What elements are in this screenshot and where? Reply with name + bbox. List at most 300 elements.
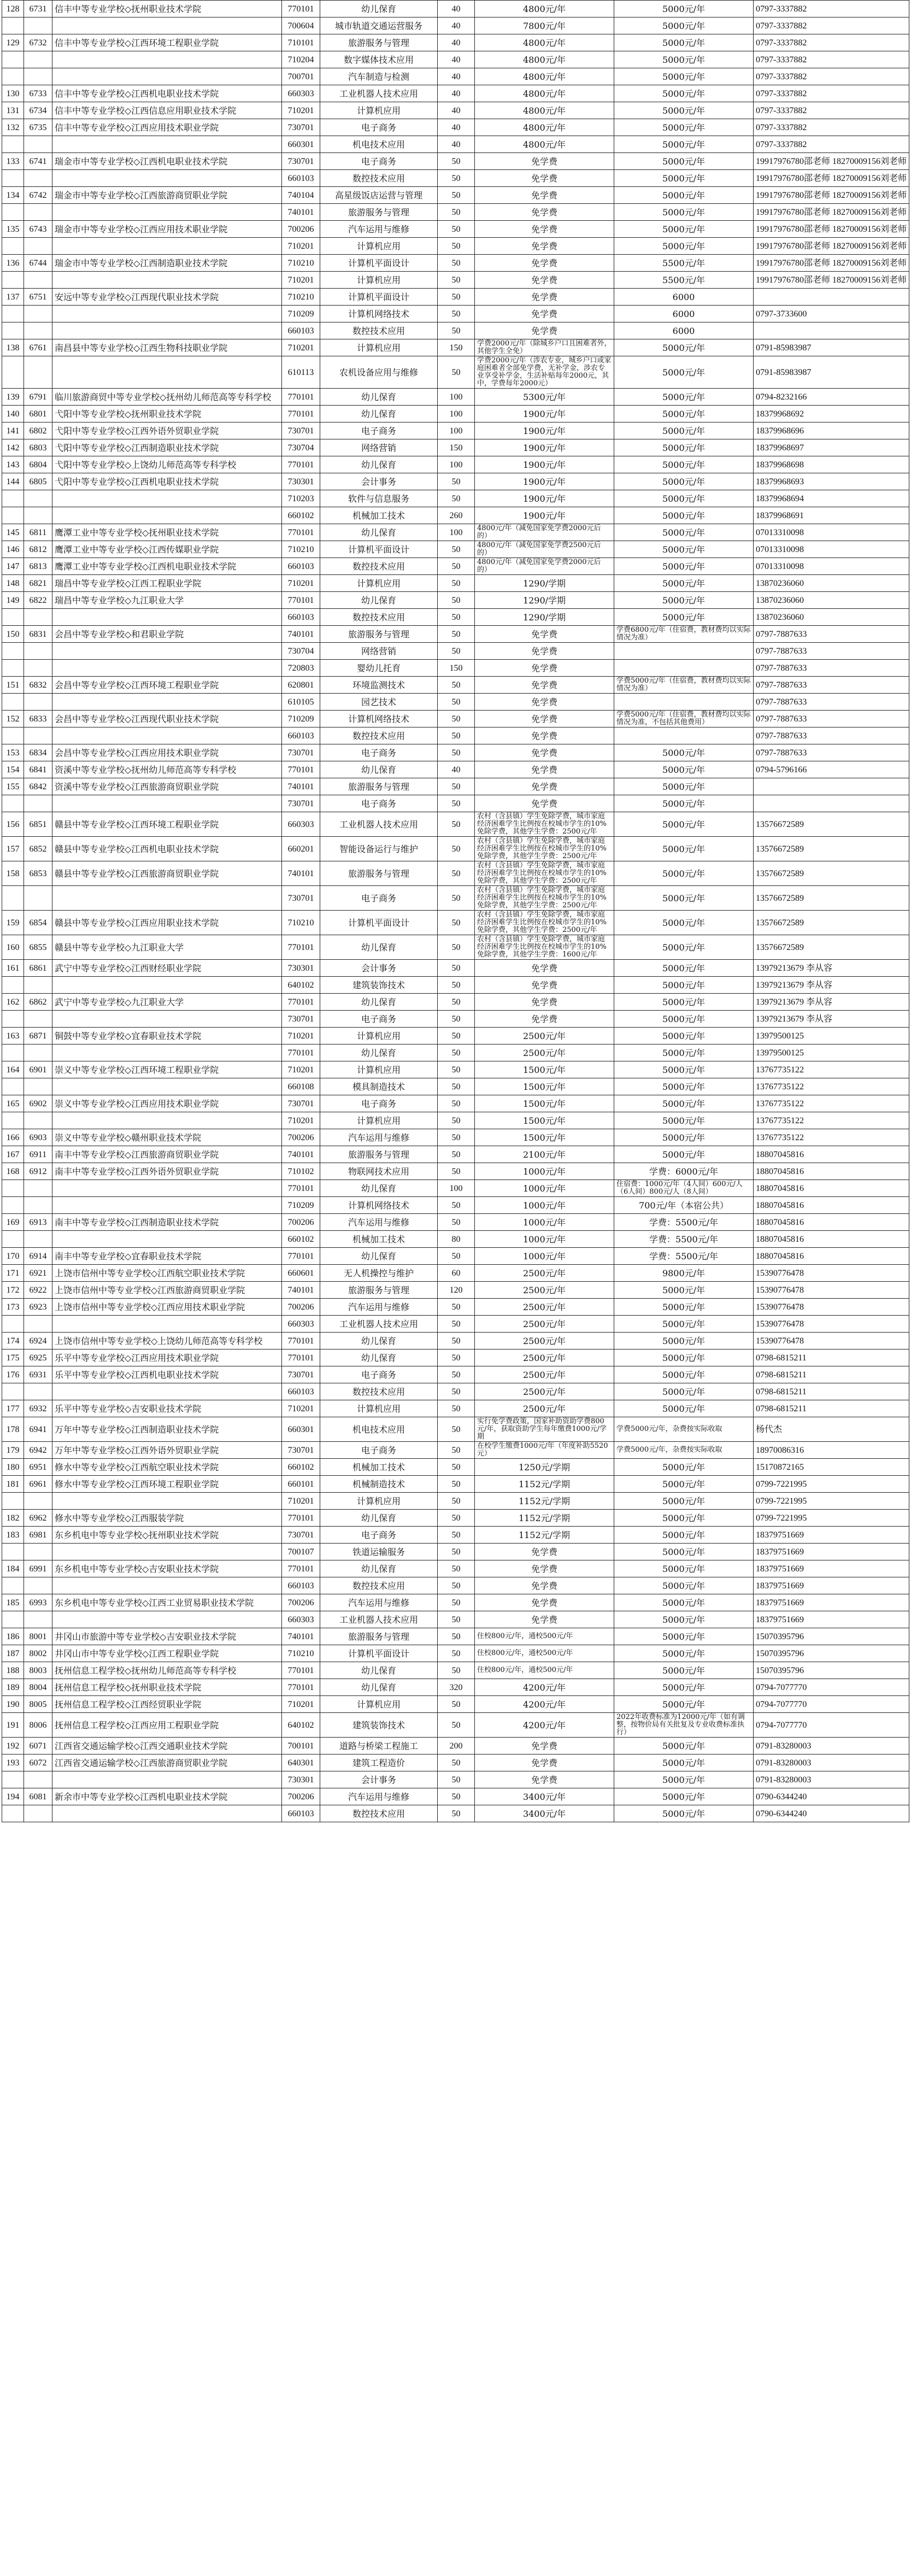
plan-count-cell: 50 [438, 1611, 475, 1628]
school-code-cell [24, 1011, 52, 1028]
phone-cell: 19917976780邵老师 18270009156刘老师 [754, 238, 909, 255]
school-code-cell: 6811 [24, 524, 52, 541]
serial-cell: 140 [2, 406, 24, 423]
tuition-cell: 2500元/年 [475, 1400, 614, 1417]
table-row [2, 102, 909, 119]
serial-cell: 134 [2, 187, 24, 204]
school-name-cell: 弋阳中等专业学校◇上饶幼儿师范高等专科学校 [52, 456, 282, 473]
tuition-cell: 1500元/年 [475, 1061, 614, 1078]
phone-cell: 13767735122 [754, 1112, 909, 1129]
phone-cell: 13870236060 [754, 592, 909, 609]
major-code-cell: 700206 [282, 221, 320, 238]
dorm-fee-cell: 5000元/年 [614, 1476, 754, 1493]
phone-cell: 0797-3337882 [754, 51, 909, 68]
plan-count-cell: 50 [438, 1028, 475, 1045]
major-name-cell: 电子商务 [320, 1011, 438, 1028]
major-name-cell: 电子商务 [320, 795, 438, 812]
dorm-fee-cell: 5000元/年 [614, 1146, 754, 1163]
school-name-cell [52, 1805, 282, 1822]
school-code-cell [24, 1771, 52, 1788]
major-code-cell: 700701 [282, 68, 320, 85]
table-row [2, 1095, 909, 1112]
serial-cell [2, 322, 24, 339]
major-name-cell: 电子商务 [320, 153, 438, 170]
school-name-cell: 会昌中等专业学校◇江西环境工程职业学院 [52, 677, 282, 694]
major-name-cell: 幼儿保育 [320, 1560, 438, 1577]
phone-cell: 19917976780邵老师 18270009156刘老师 [754, 255, 909, 272]
dorm-fee-cell: 5000元/年 [614, 238, 754, 255]
school-name-cell: 南丰中等专业学校◇宜春职业技术学院 [52, 1248, 282, 1265]
major-code-cell: 660303 [282, 812, 320, 837]
major-code-cell: 610113 [282, 356, 320, 389]
major-name-cell: 旅游服务与管理 [320, 204, 438, 221]
table-row [2, 609, 909, 626]
school-code-cell [24, 1180, 52, 1197]
serial-cell [2, 727, 24, 744]
serial-cell: 188 [2, 1662, 24, 1679]
plan-count-cell: 50 [438, 473, 475, 490]
major-code-cell: 660102 [282, 507, 320, 524]
serial-cell: 157 [2, 837, 24, 861]
major-name-cell: 机械加工技术 [320, 1459, 438, 1476]
plan-count-cell: 50 [438, 1771, 475, 1788]
school-name-cell: 上饶市信州中等专业学校◇上饶幼儿师范高等专科学校 [52, 1333, 282, 1349]
serial-cell [2, 886, 24, 911]
major-name-cell: 幼儿保育 [320, 761, 438, 778]
school-code-cell: 6942 [24, 1442, 52, 1459]
phone-cell: 杨代杰 [754, 1417, 909, 1442]
table-row [2, 886, 909, 911]
tuition-cell: 免学费 [475, 1560, 614, 1577]
table-row [2, 119, 909, 136]
plan-count-cell: 100 [438, 406, 475, 423]
phone-cell: 0797-3337882 [754, 1, 909, 17]
school-code-cell [24, 795, 52, 812]
major-name-cell: 机械制造技术 [320, 1476, 438, 1493]
serial-cell: 153 [2, 744, 24, 761]
tuition-cell: 1900元/年 [475, 439, 614, 456]
major-code-cell: 770101 [282, 1349, 320, 1366]
major-code-cell: 740101 [282, 204, 320, 221]
dorm-fee-cell: 5000元/年 [614, 51, 754, 68]
phone-cell: 18807045816 [754, 1231, 909, 1248]
serial-cell: 135 [2, 221, 24, 238]
plan-count-cell: 50 [438, 356, 475, 389]
serial-cell: 165 [2, 1095, 24, 1112]
school-code-cell: 6871 [24, 1028, 52, 1045]
serial-cell [2, 1544, 24, 1560]
dorm-fee-cell: 5000元/年 [614, 837, 754, 861]
major-name-cell: 软件与信息服务 [320, 490, 438, 507]
phone-cell: 0797-3337882 [754, 68, 909, 85]
major-name-cell: 计算机平面设计 [320, 289, 438, 306]
school-name-cell: 瑞金市中等专业学校◇江西应用技术职业学院 [52, 221, 282, 238]
major-code-cell: 730704 [282, 643, 320, 660]
school-code-cell: 8003 [24, 1662, 52, 1679]
dorm-fee-cell: 5000元/年 [614, 1696, 754, 1713]
major-code-cell: 710201 [282, 272, 320, 289]
major-code-cell: 730701 [282, 1011, 320, 1028]
school-code-cell: 6801 [24, 406, 52, 423]
table-row [2, 1755, 909, 1771]
plan-count-cell: 50 [438, 1011, 475, 1028]
dorm-fee-cell [614, 643, 754, 660]
major-name-cell: 电子商务 [320, 1095, 438, 1112]
table-row [2, 153, 909, 170]
tuition-cell: 学费2000元/年（涉农专业，城乡户口或家庭困难者全部免学费，无补学金，涉农专业享受补学金，生活补贴每年2000元，其中，学费每年2000元） [475, 356, 614, 389]
dorm-fee-cell: 5000元/年 [614, 102, 754, 119]
phone-cell: 13979500125 [754, 1028, 909, 1045]
school-name-cell: 资溪中等专业学校◇江西旅游商贸职业学院 [52, 778, 282, 795]
table-row [2, 861, 909, 886]
tuition-cell: 免学费 [475, 238, 614, 255]
table-row [2, 51, 909, 68]
dorm-fee-cell: 5000元/年 [614, 1011, 754, 1028]
plan-count-cell: 40 [438, 85, 475, 102]
major-code-cell: 770101 [282, 1510, 320, 1527]
phone-cell: 15390776478 [754, 1299, 909, 1316]
plan-count-cell: 50 [438, 1316, 475, 1333]
serial-cell: 184 [2, 1560, 24, 1577]
school-name-cell: 赣县中等专业学校◇江西应用职业技术学院 [52, 911, 282, 935]
major-code-cell: 730701 [282, 423, 320, 439]
dorm-fee-cell: 5000元/年 [614, 795, 754, 812]
plan-count-cell: 50 [438, 609, 475, 626]
plan-count-cell: 150 [438, 660, 475, 677]
major-code-cell: 770101 [282, 761, 320, 778]
dorm-fee-cell: 5000元/年 [614, 1333, 754, 1349]
phone-cell: 13979500125 [754, 1045, 909, 1061]
table-row [2, 1611, 909, 1628]
admission-plan-table [2, 0, 909, 1822]
school-code-cell: 6072 [24, 1755, 52, 1771]
plan-count-cell: 50 [438, 187, 475, 204]
serial-cell: 156 [2, 812, 24, 837]
serial-cell: 133 [2, 153, 24, 170]
tuition-cell: 免学费 [475, 1594, 614, 1611]
school-code-cell: 8005 [24, 1696, 52, 1713]
major-code-cell: 660103 [282, 727, 320, 744]
tuition-cell: 免学费 [475, 272, 614, 289]
plan-count-cell: 80 [438, 1231, 475, 1248]
serial-cell [2, 1078, 24, 1095]
school-code-cell: 6744 [24, 255, 52, 272]
major-name-cell: 建筑装饰技术 [320, 1713, 438, 1738]
tuition-cell: 4800元/年 [475, 85, 614, 102]
school-name-cell: 信丰中等专业学校◇抚州职业技术学院 [52, 1, 282, 17]
dorm-fee-cell: 5000元/年 [614, 423, 754, 439]
table-row [2, 977, 909, 994]
plan-count-cell: 50 [438, 1061, 475, 1078]
school-name-cell [52, 306, 282, 322]
serial-cell: 182 [2, 1510, 24, 1527]
school-code-cell: 6731 [24, 1, 52, 17]
major-code-cell: 740101 [282, 1628, 320, 1645]
serial-cell: 148 [2, 575, 24, 592]
phone-cell: 0797-3337882 [754, 102, 909, 119]
major-name-cell: 会计事务 [320, 1771, 438, 1788]
plan-count-cell: 50 [438, 1696, 475, 1713]
phone-cell: 18379751669 [754, 1611, 909, 1628]
phone-cell: 19917976780邵老师 18270009156刘老师 [754, 221, 909, 238]
school-name-cell: 东乡机电中等专业学校◇吉安职业技术学院 [52, 1560, 282, 1577]
tuition-cell: 4800元/年 [475, 119, 614, 136]
table-row [2, 136, 909, 153]
school-name-cell [52, 170, 282, 187]
phone-cell: 13979213679 李从容 [754, 994, 909, 1011]
plan-count-cell: 50 [438, 153, 475, 170]
major-code-cell: 660103 [282, 609, 320, 626]
major-name-cell: 会计事务 [320, 960, 438, 977]
school-name-cell [52, 1577, 282, 1594]
table-row [2, 1788, 909, 1805]
table-row [2, 1738, 909, 1755]
tuition-cell: 2500元/年 [475, 1045, 614, 1061]
plan-count-cell: 50 [438, 289, 475, 306]
major-name-cell: 幼儿保育 [320, 935, 438, 960]
major-name-cell: 计算机应用 [320, 1493, 438, 1510]
table-row [2, 272, 909, 289]
school-name-cell: 信丰中等专业学校◇江西机电职业技术学院 [52, 85, 282, 102]
dorm-fee-cell: 5000元/年 [614, 1679, 754, 1696]
school-code-cell: 6901 [24, 1061, 52, 1078]
plan-count-cell: 40 [438, 51, 475, 68]
school-name-cell: 修水中等专业学校◇江西环境工程职业学院 [52, 1476, 282, 1493]
school-name-cell: 乐平中等专业学校◇江西应用技术职业学院 [52, 1349, 282, 1366]
school-name-cell [52, 1180, 282, 1197]
tuition-cell: 农村（含县镇）学生免除学费，城市家庭经济困难学生比例按在校城市学生的10%免除学费，其他学生学费：2500元/年 [475, 812, 614, 837]
phone-cell: 19917976780邵老师 18270009156刘老师 [754, 187, 909, 204]
school-name-cell: 弋阳中等专业学校◇江西外语外贸职业学院 [52, 423, 282, 439]
school-name-cell [52, 1078, 282, 1095]
table-row [2, 1282, 909, 1299]
major-code-cell: 710201 [282, 1696, 320, 1713]
school-name-cell: 抚州信息工程学校◇江西应用工程职业学院 [52, 1713, 282, 1738]
table-row [2, 812, 909, 837]
major-name-cell: 旅游服务与管理 [320, 626, 438, 643]
major-name-cell: 计算机网络技术 [320, 1197, 438, 1214]
major-name-cell: 计算机应用 [320, 1112, 438, 1129]
tuition-cell: 1900元/年 [475, 423, 614, 439]
school-code-cell: 6861 [24, 960, 52, 977]
serial-cell: 174 [2, 1333, 24, 1349]
major-name-cell: 计算机应用 [320, 575, 438, 592]
school-name-cell: 上饶市信州中等专业学校◇江西旅游商贸职业学院 [52, 1282, 282, 1299]
table-row [2, 694, 909, 711]
plan-count-cell: 50 [438, 1129, 475, 1146]
phone-cell: 0797-7887633 [754, 694, 909, 711]
table-row [2, 1214, 909, 1231]
tuition-cell: 7800元/年 [475, 17, 614, 34]
plan-count-cell: 50 [438, 1078, 475, 1095]
serial-cell: 137 [2, 289, 24, 306]
dorm-fee-cell: 5000元/年 [614, 119, 754, 136]
phone-cell: 0790-6344240 [754, 1805, 909, 1822]
school-code-cell [24, 1045, 52, 1061]
plan-count-cell: 50 [438, 1510, 475, 1527]
dorm-fee-cell [614, 694, 754, 711]
tuition-cell: 1250元/学期 [475, 1459, 614, 1476]
plan-count-cell: 50 [438, 1645, 475, 1662]
serial-cell [2, 1577, 24, 1594]
school-code-cell: 6821 [24, 575, 52, 592]
dorm-fee-cell: 5000元/年 [614, 473, 754, 490]
tuition-cell: 1500元/年 [475, 1078, 614, 1095]
serial-cell: 155 [2, 778, 24, 795]
serial-cell: 194 [2, 1788, 24, 1805]
tuition-cell: 2500元/年 [475, 1383, 614, 1400]
plan-count-cell: 50 [438, 812, 475, 837]
tuition-cell: 免学费 [475, 187, 614, 204]
school-name-cell: 鹰潭工业中等专业学校◇江西机电职业技术学院 [52, 558, 282, 575]
dorm-fee-cell: 5000元/年 [614, 744, 754, 761]
table-row [2, 1662, 909, 1679]
major-code-cell: 660301 [282, 1417, 320, 1442]
major-name-cell: 数控技术应用 [320, 170, 438, 187]
table-row [2, 524, 909, 541]
school-name-cell: 鹰潭工业中等专业学校◇江西传媒职业学院 [52, 541, 282, 558]
plan-count-cell: 100 [438, 524, 475, 541]
plan-count-cell: 50 [438, 1442, 475, 1459]
school-name-cell: 瑞金市中等专业学校◇江西制造职业技术学院 [52, 255, 282, 272]
school-name-cell: 铜鼓中等专业学校◇宜春职业技术学院 [52, 1028, 282, 1045]
table-row [2, 85, 909, 102]
plan-count-cell: 150 [438, 439, 475, 456]
table-row [2, 727, 909, 744]
school-code-cell [24, 1805, 52, 1822]
serial-cell: 143 [2, 456, 24, 473]
major-name-cell: 幼儿保育 [320, 1248, 438, 1265]
major-name-cell: 电子商务 [320, 423, 438, 439]
dorm-fee-cell: 5000元/年 [614, 1400, 754, 1417]
school-code-cell [24, 306, 52, 322]
table-row [2, 1679, 909, 1696]
major-code-cell: 640102 [282, 977, 320, 994]
school-code-cell: 6991 [24, 1560, 52, 1577]
dorm-fee-cell: 5000元/年 [614, 153, 754, 170]
table-row [2, 626, 909, 643]
major-code-cell: 660303 [282, 1611, 320, 1628]
tuition-cell: 3400元/年 [475, 1788, 614, 1805]
school-code-cell [24, 490, 52, 507]
school-code-cell: 8006 [24, 1713, 52, 1738]
school-code-cell [24, 609, 52, 626]
table-row [2, 1316, 909, 1333]
major-name-cell: 计算机应用 [320, 272, 438, 289]
school-name-cell: 崇义中等专业学校◇江西应用技术职业学院 [52, 1095, 282, 1112]
school-name-cell [52, 977, 282, 994]
dorm-fee-cell: 5000元/年 [614, 406, 754, 423]
table-row [2, 575, 909, 592]
phone-cell: 0794-7077770 [754, 1696, 909, 1713]
serial-cell [2, 694, 24, 711]
plan-count-cell: 60 [438, 1265, 475, 1282]
major-name-cell: 计算机应用 [320, 102, 438, 119]
major-name-cell: 机电技术应用 [320, 136, 438, 153]
tuition-cell: 免学费 [475, 744, 614, 761]
major-name-cell: 计算机平面设计 [320, 1645, 438, 1662]
plan-count-cell: 50 [438, 1577, 475, 1594]
major-name-cell: 高星级饭店运营与管理 [320, 187, 438, 204]
major-name-cell: 计算机应用 [320, 1696, 438, 1713]
plan-count-cell: 100 [438, 456, 475, 473]
major-name-cell: 建筑工程造价 [320, 1755, 438, 1771]
serial-cell: 145 [2, 524, 24, 541]
serial-cell: 130 [2, 85, 24, 102]
school-name-cell: 乐平中等专业学校◇吉安职业技术学院 [52, 1400, 282, 1417]
major-name-cell: 数控技术应用 [320, 609, 438, 626]
major-code-cell: 660103 [282, 1805, 320, 1822]
major-code-cell: 740101 [282, 778, 320, 795]
tuition-cell: 1290/学期 [475, 575, 614, 592]
school-code-cell: 6812 [24, 541, 52, 558]
dorm-fee-cell: 700元/年（本宿公共） [614, 1197, 754, 1214]
school-code-cell: 6743 [24, 221, 52, 238]
major-code-cell: 700101 [282, 1738, 320, 1755]
school-name-cell [52, 490, 282, 507]
serial-cell [2, 272, 24, 289]
phone-cell: 13767735122 [754, 1061, 909, 1078]
phone-cell: 18379968698 [754, 456, 909, 473]
tuition-cell: 1900元/年 [475, 456, 614, 473]
major-code-cell: 710101 [282, 34, 320, 51]
school-code-cell: 6832 [24, 677, 52, 694]
table-row [2, 1577, 909, 1594]
dorm-fee-cell: 5000元/年 [614, 778, 754, 795]
plan-count-cell: 50 [438, 886, 475, 911]
serial-cell: 142 [2, 439, 24, 456]
major-name-cell: 建筑装饰技术 [320, 977, 438, 994]
major-code-cell: 730301 [282, 1771, 320, 1788]
serial-cell: 181 [2, 1476, 24, 1493]
dorm-fee-cell: 5000元/年 [614, 439, 754, 456]
table-row [2, 1805, 909, 1822]
phone-cell: 15070395796 [754, 1662, 909, 1679]
phone-cell: 07013310098 [754, 541, 909, 558]
dorm-fee-cell: 5000元/年 [614, 356, 754, 389]
school-code-cell: 6932 [24, 1400, 52, 1417]
major-name-cell: 无人机操控与维护 [320, 1265, 438, 1282]
major-name-cell: 铁道运输服务 [320, 1544, 438, 1560]
phone-cell: 0797-7887633 [754, 727, 909, 744]
table-row [2, 1028, 909, 1045]
serial-cell: 129 [2, 34, 24, 51]
school-code-cell: 6751 [24, 289, 52, 306]
major-name-cell: 旅游服务与管理 [320, 1146, 438, 1163]
dorm-fee-cell: 5000元/年 [614, 1628, 754, 1645]
serial-cell: 164 [2, 1061, 24, 1078]
major-name-cell: 幼儿保育 [320, 389, 438, 406]
table-row [2, 1493, 909, 1510]
dorm-fee-cell: 5000元/年 [614, 558, 754, 575]
table-row [2, 778, 909, 795]
serial-cell [2, 1011, 24, 1028]
serial-cell: 150 [2, 626, 24, 643]
plan-count-cell: 50 [438, 575, 475, 592]
tuition-cell: 1000元/年 [475, 1197, 614, 1214]
table-row [2, 68, 909, 85]
school-code-cell: 6741 [24, 153, 52, 170]
phone-cell: 07013310098 [754, 524, 909, 541]
school-name-cell: 井冈山市旅游中等专业学校◇吉安职业技术学院 [52, 1628, 282, 1645]
school-name-cell [52, 1197, 282, 1214]
school-name-cell: 鹰潭工业中等专业学校◇抚州职业技术学院 [52, 524, 282, 541]
tuition-cell: 1290/学期 [475, 609, 614, 626]
table-row [2, 1383, 909, 1400]
serial-cell: 144 [2, 473, 24, 490]
plan-count-cell: 50 [438, 1476, 475, 1493]
major-code-cell: 730701 [282, 1366, 320, 1383]
